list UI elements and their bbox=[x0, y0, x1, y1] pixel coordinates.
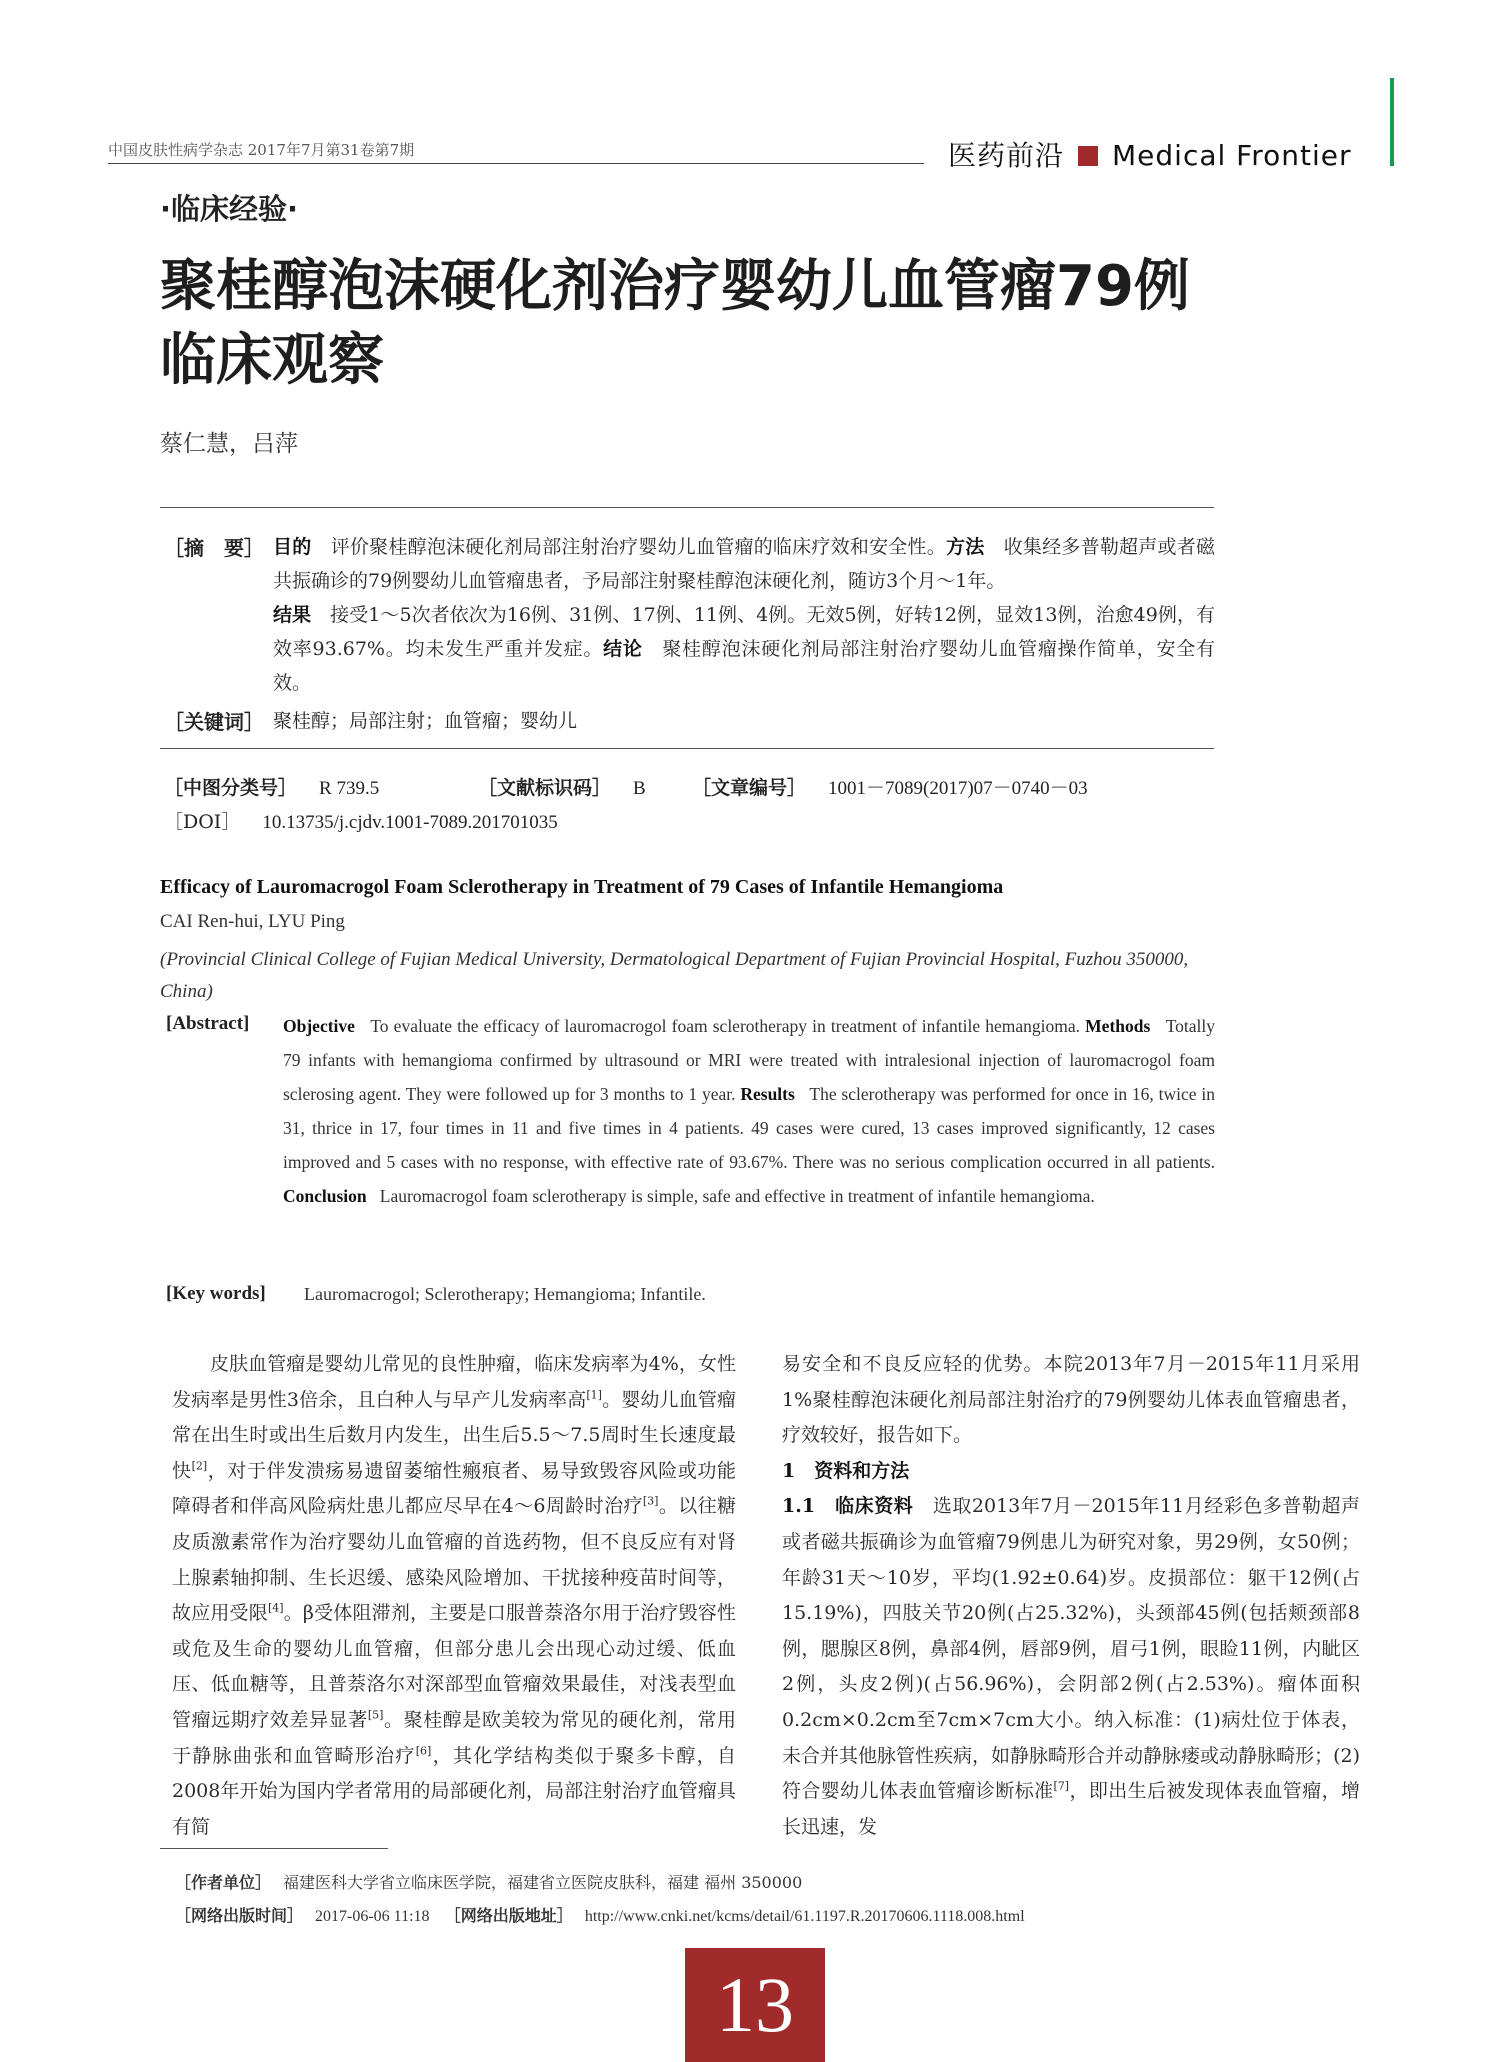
citation: [4] bbox=[267, 1601, 284, 1615]
english-authors: CAI Ren-hui, LYU Ping bbox=[160, 911, 345, 932]
abstract-cn-conclusion: 聚桂醇泡沫硬化剂局部注射治疗婴幼儿血管瘤操作简单，安全有效。 bbox=[273, 638, 1215, 694]
section-label-en: Medical Frontier bbox=[1112, 139, 1352, 172]
english-affiliation: (Provincial Clinical College of Fujian Medical University, Dermatological Department of Fujian Provincial Hospital, Fuzhou 350000, China) bbox=[160, 949, 1189, 1002]
article-title bbox=[160, 250, 1310, 398]
page-number: 13 bbox=[716, 1961, 794, 2048]
en-conclusion: Lauromacrogol foam sclerotherapy is simple, safe and effective in treatment of infantile hemangioma. bbox=[379, 1186, 1095, 1206]
title-line-1: 聚桂醇泡沫硬化剂治疗婴幼儿血管瘤79例 bbox=[160, 254, 1190, 319]
clc-number: ［中图分类号］ R 739.5 bbox=[164, 777, 380, 799]
abstract-cn-objective-label: 目的 bbox=[273, 536, 312, 558]
abstract-cn-conclusion-label: 结论 bbox=[603, 638, 643, 660]
abstract-cn-methods: 收集经多普勒超声或者磁共振确诊的79例婴幼儿血管瘤患者，予局部注射聚桂醇泡沫硬化剂，随访3个月～1年。 bbox=[273, 536, 1215, 592]
english-keywords-label: [Key words] bbox=[166, 1283, 266, 1304]
en-results: The sclerotherapy was performed for once in 16, twice in 31, thrice in 17, four times in 11 and five times in 4 patients. 49 cases were cured, 13 cases improved significantly, 12 cases improved and 5 cases with no response, with effective rate of 93.67%. There was no serious complication occurred in all patients. bbox=[283, 1084, 1216, 1172]
abstract-cn-results-label: 结果 bbox=[273, 604, 312, 626]
abstract-cn-objective: 评价聚桂醇泡沫硬化剂局部注射治疗婴幼儿血管瘤的临床疗效和安全性。 bbox=[330, 536, 946, 558]
english-keywords: Lauromacrogol; Sclerotherapy; Hemangioma; Infantile. bbox=[304, 1284, 706, 1304]
title-line-2: 临床观察 bbox=[160, 328, 384, 393]
doi: ［DOI］ 10.13735/j.cjdv.1001-7089.201701035 bbox=[164, 811, 558, 833]
green-bar bbox=[1390, 78, 1394, 166]
english-abstract-body bbox=[283, 1009, 1215, 1213]
column-label: ·临床经验· bbox=[160, 192, 299, 226]
doc-code: ［文献标识码］ B bbox=[478, 777, 646, 799]
article-number: ［文章编号］ 1001－7089(2017)07－0740－03 bbox=[692, 777, 1088, 799]
journal-info: 中国皮肤性病学杂志 2017年7月第31卷第7期 bbox=[108, 141, 415, 159]
keywords-cn-label: ［关键词］ bbox=[164, 710, 264, 734]
en-methods-label: Methods bbox=[1085, 1016, 1151, 1036]
authors-cn: 蔡仁慧，吕萍 bbox=[160, 431, 298, 457]
abstract-top-rule bbox=[160, 507, 1214, 508]
en-objective-label: Objective bbox=[283, 1016, 355, 1036]
abstract-bottom-rule bbox=[160, 748, 1214, 749]
citation: [7] bbox=[1053, 1779, 1070, 1793]
body-paragraph: 1.1 临床资料 选取2013年7月－2015年11月经彩色多普勒超声或者磁共振确诊为血管瘤79例患儿为研究对象，男29例，女50例；年龄31天～10岁，平均(1.92±0.64)岁。皮损部位：躯干12例(占15.19%)，四肢关节20例(占25.32%)，头颈部45例(包括颊颈部8例，腮腺区8例，鼻部4例，唇部9例，眉弓1例，眼睑11例，内眦区2例，头皮2例)(占56.96%)，会阴部2例(占2.53%)。瘤体面积0.2cm×0.2cm至7cm×7cm大小。纳入标准：(1)病灶位于体表，未合并其他脉管性疾病，如静脉畸形合并动静脉瘘或动静脉畸形；(2)符合婴幼儿体表血管瘤诊断标准[7]，即出生后被发现体表血管瘤，增长迅速，发 bbox=[782, 1495, 1360, 1838]
citation: [1] bbox=[586, 1388, 602, 1402]
body-column-right bbox=[782, 1347, 1360, 1845]
abstract-cn-body bbox=[273, 530, 1215, 700]
author-affiliation: ［作者单位］ 福建医科大学省立临床医学院，福建省立医院皮肤科，福建 福州 350000 bbox=[175, 1873, 803, 1892]
keywords-cn: 聚桂醇；局部注射；血管瘤；婴幼儿 bbox=[273, 710, 578, 732]
section-label bbox=[948, 134, 1352, 174]
en-objective: To evaluate the efficacy of lauromacrogol foam sclerotherapy in treatment of infantile hemangioma. bbox=[370, 1016, 1081, 1036]
footnote bbox=[175, 1866, 1025, 1933]
en-conclusion-label: Conclusion bbox=[283, 1186, 367, 1206]
citation: [6] bbox=[415, 1744, 432, 1758]
body-paragraph: 易安全和不良反应轻的优势。本院2013年7月－2015年11月采用1%聚桂醇泡沫硬化剂局部注射治疗的79例婴幼儿体表血管瘤患者，疗效较好，报告如下。 bbox=[782, 1353, 1360, 1447]
section-label-cn: 医药前沿 bbox=[948, 139, 1065, 172]
abstract-cn-results: 接受1～5次者依次为16例、31例、17例、11例、4例。无效5例，好转12例，显效13例，治愈49例，有效率93.67%。均未发生严重并发症。 bbox=[273, 604, 1215, 660]
section-heading: 1 资料和方法 bbox=[782, 1459, 910, 1482]
en-results-label: Results bbox=[740, 1084, 795, 1104]
english-abstract-label: [Abstract] bbox=[166, 1013, 250, 1034]
citation: [5] bbox=[367, 1708, 384, 1722]
footnote-rule bbox=[160, 1848, 388, 1849]
abstract-cn-label: ［摘 要］ bbox=[164, 536, 264, 560]
abstract-cn-methods-label: 方法 bbox=[945, 536, 985, 558]
english-title: Efficacy of Lauromacrogol Foam Sclerotherapy in Treatment of 79 Cases of Infantile Hemangioma bbox=[160, 876, 1004, 898]
section-square-icon bbox=[1078, 146, 1098, 166]
citation: [3] bbox=[642, 1495, 659, 1509]
publication-info: ［网络出版时间］ 2017-06-06 11:18 ［网络出版地址］ http://www.cnki.net/kcms/detail/61.1197.R.20170606.1118.008.html bbox=[175, 1906, 1025, 1925]
body-paragraph: 皮肤血管瘤是婴幼儿常见的良性肿瘤，临床发病率为4%，女性发病率是男性3倍余，且白种人与早产儿发病率高[1]。婴幼儿血管瘤常在出生时或出生后数月内发生，出生后5.5～7.5周时生长速度最快[2]，对于伴发溃疡易遗留萎缩性瘢痕者、易导致毁容风险或功能障碍者和伴高风险病灶患儿都应尽早在4～6周龄时治疗[3]。以往糖皮质激素常作为治疗婴幼儿血管瘤的首选药物，但不良反应有对肾上腺素轴抑制、生长迟缓、感染风险增加、干扰接种疫苗时间等，故应用受限[4]。β受体阻滞剂，主要是口服普萘洛尔用于治疗毁容性或危及生命的婴幼儿血管瘤，但部分患儿会出现心动过缓、低血压、低血糖等，且普萘洛尔对深部型血管瘤效果最佳，对浅表型血管瘤远期疗效差异显著[5]。聚桂醇是欧美较为常见的硬化剂，常用于静脉曲张和血管畸形治疗[6]，其化学结构类似于聚多卡醇，自2008年开始为国内学者常用的局部硬化剂，局部注射治疗血管瘤具有简 bbox=[172, 1353, 736, 1838]
publication-url: http://www.cnki.net/kcms/detail/61.1197.R.20170606.1118.008.html bbox=[584, 1908, 1025, 1925]
en-methods: Totally 79 infants with hemangioma confirmed by ultrasound or MRI were treated with intralesional injection of lauromacrogol foam sclerosing agent. They were followed up for 3 months to 1 year. bbox=[283, 1016, 1216, 1104]
header-rule bbox=[108, 163, 924, 164]
subsection-heading: 1.1 临床资料 bbox=[782, 1495, 914, 1518]
body-column-left bbox=[172, 1347, 736, 1845]
citation: [2] bbox=[191, 1459, 208, 1473]
